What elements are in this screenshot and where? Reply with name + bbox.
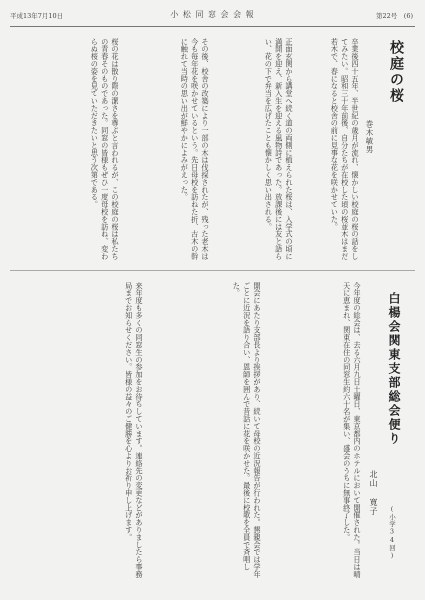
- article-column-2: 正面玄関から講堂へ続く道の両側に植えられた桜は、入学式の頃に満開を迎え、新入生を迎える風物詩であった。放課後には友と語らい、花の下で弁当を広げたことも懐かしく思い出される。: [264, 38, 294, 260]
- article2-column-3: 来年度も多くの同窓生の参加をお待ちしています。連絡先の変更などがありましたら事務局までお知らせください。皆様の益々のご健勝を心よりお祈り申し上げます。: [124, 282, 144, 578]
- section-divider: [10, 270, 415, 271]
- article-author: 巻木敏男: [365, 120, 374, 154]
- article2-column-2: 開会にあたり支部長より挨拶があり、続いて母校の近況報告が行われた。懇親会では学年ごとに近況を語り合い、恩師を囲んで昔話に花を咲かせた。最後に校歌を全員で斉唱した。: [232, 282, 262, 578]
- article-column-3: その後、校舎の改築により一部の木は伐採されたが、残った老木は今も毎年花を咲かせているという。先日母校を訪ねた折、古木の幹に触れて当時の思い出が鮮やかによみがえった。: [180, 38, 210, 260]
- newsletter-title: 小 松 同 窓 会 会 報: [170, 10, 255, 19]
- article-column-4: 桜の花は散り際の潔さを尊ぶと言われるが、この校庭の桜は私たちの青春そのものであった。同窓の皆様もぜひ一度母校を訪ね、変わらぬ桜の姿を見ていただきたいと思う次第である。: [90, 38, 120, 260]
- issue-number: 第22号 (6): [376, 12, 413, 20]
- article2-grade: (小学34回): [388, 505, 396, 560]
- article2-author: 北山 寛子: [369, 470, 378, 516]
- article2-column-1: 今年度の総会は、去る六月九日土曜日、東京都内のホテルにおいて開催された。当日は晴天に恵まれ、関東在住の同窓生約六十名が集い、盛会のうちに無事終了した。: [342, 282, 362, 578]
- header-rule: [10, 26, 415, 27]
- article-column-1: 卒業後四十五年、半世紀の歳月が流れ、懐かしい校庭の桜の話をしてみたい。昭和三十年前後、自分たちが在校した頃の桜並木はまだ若木で、春になると校舎の前に見事な花を咲かせていた。: [330, 38, 360, 260]
- article-title: 校庭の桜: [388, 40, 404, 104]
- issue-date: 平成13年7月10日: [10, 12, 64, 20]
- page-header: [10, 8, 415, 24]
- article2-heading: 白楊会関東支部総会便り: [387, 292, 401, 446]
